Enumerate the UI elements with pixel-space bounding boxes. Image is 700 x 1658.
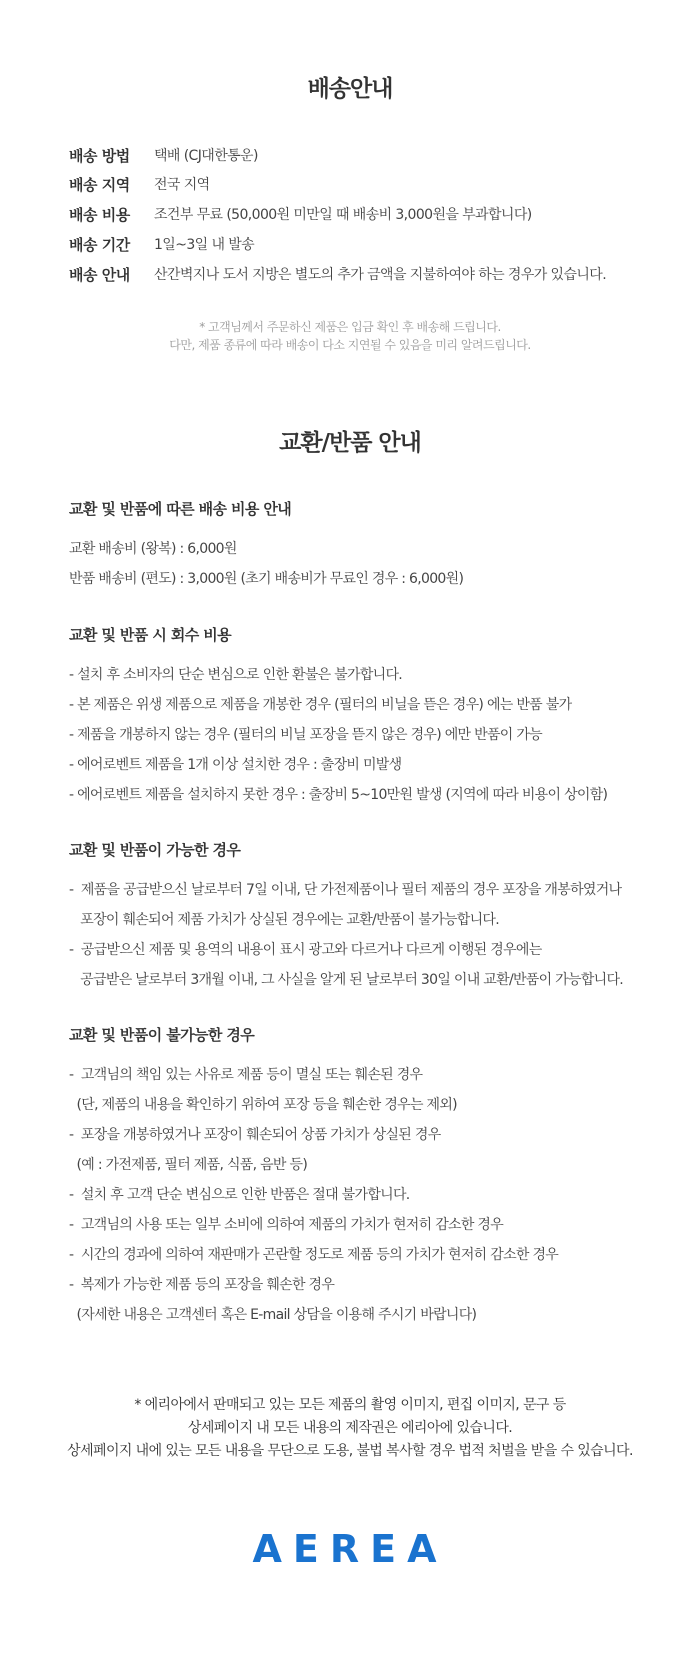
shipping-note: 다만, 제품 종류에 따라 배송이 다소 지연될 수 있음을 미리 알려드립니다. — [169, 338, 531, 352]
recovery-line: - 에어로벤트 제품을 1개 이상 설치한 경우 : 출장비 미발생 — [69, 757, 402, 773]
shipping-row-cost — [69, 203, 532, 225]
shipping-value: 1일~3일 내 발송 — [154, 237, 255, 253]
impossible-heading: 교환 및 반품이 불가능한 경우 — [69, 1026, 255, 1044]
possible-heading: 교환 및 반품이 가능한 경우 — [69, 841, 241, 859]
cost-line: 반품 배송비 (편도) : 3,000원 (초기 배송비가 무료인 경우 : 6,000원) — [69, 571, 464, 587]
recovery-line: - 본 제품은 위생 제품으로 제품을 개봉한 경우 (필터의 비닐을 뜯은 경우) 에는 반품 불가 — [69, 697, 572, 713]
cost-heading: 교환 및 반품에 따른 배송 비용 안내 — [69, 500, 292, 518]
impossible-line: - 고객님의 책임 있는 사유로 제품 등이 멸실 또는 훼손된 경우 — [69, 1067, 423, 1083]
impossible-line: - 설치 후 고객 단순 변심으로 인한 반품은 절대 불가합니다. — [69, 1187, 410, 1203]
shipping-title: 배송안내 — [307, 76, 393, 102]
aerea-logo: AEREA — [252, 1527, 448, 1571]
recovery-line: - 설치 후 소비자의 단순 변심으로 인한 환불은 불가합니다. — [69, 667, 403, 683]
impossible-line: (자세한 내용은 고객센터 혹은 E-mail 상담을 이용해 주시기 바랍니다) — [69, 1307, 477, 1323]
impossible-line: - 포장을 개봉하였거나 포장이 훼손되어 상품 가치가 상실된 경우 — [69, 1127, 441, 1143]
returns-title: 교환/반품 안내 — [279, 430, 421, 456]
shipping-label: 배송 방법 — [69, 146, 130, 165]
possible-line: - 제품을 공급받으신 날로부터 7일 이내, 단 가전제품이나 필터 제품의 경우 포장을 개봉하였거나 — [69, 882, 622, 898]
impossible-line: (예 : 가전제품, 필터 제품, 식품, 음반 등) — [69, 1157, 308, 1173]
recovery-line: - 제품을 개봉하지 않는 경우 (필터의 비닐 포장을 뜯지 않은 경우) 에만 반품이 가능 — [69, 727, 542, 743]
copyright-line: 상세페이지 내에 있는 모든 내용을 무단으로 도용, 불법 복사할 경우 법적 처벌을 받을 수 있습니다. — [67, 1443, 633, 1459]
shipping-label: 배송 지역 — [69, 175, 130, 194]
cost-line: 교환 배송비 (왕복) : 6,000원 — [69, 541, 237, 557]
shipping-value: 산간벽지나 도서 지방은 별도의 추가 금액을 지불하여야 하는 경우가 있습니다. — [154, 267, 607, 283]
possible-line: 포장이 훼손되어 제품 가치가 상실된 경우에는 교환/반품이 불가능합니다. — [69, 912, 499, 928]
shipping-label: 배송 비용 — [69, 205, 130, 224]
recovery-heading: 교환 및 반품 시 회수 비용 — [69, 626, 232, 644]
shipping-row-region — [69, 173, 210, 195]
impossible-line: - 복제가 가능한 제품 등의 포장을 훼손한 경우 — [69, 1277, 335, 1293]
possible-line: - 공급받으신 제품 및 용역의 내용이 표시 광고와 다르거나 다르게 이행된 경우에는 — [69, 942, 542, 958]
shipping-value: 조건부 무료 (50,000원 미만일 때 배송비 3,000원을 부과합니다) — [154, 207, 532, 223]
shipping-row-method — [69, 144, 258, 166]
shipping-label: 배송 기간 — [69, 235, 130, 254]
impossible-line: - 고객님의 사용 또는 일부 소비에 의하여 제품의 가치가 현저히 감소한 경우 — [69, 1217, 504, 1233]
shipping-label: 배송 안내 — [69, 265, 130, 284]
impossible-line: - 시간의 경과에 의하여 재판매가 곤란할 정도로 제품 등의 가치가 현저히 감소한 경우 — [69, 1247, 559, 1263]
impossible-line: (단, 제품의 내용을 확인하기 위하여 포장 등을 훼손한 경우는 제외) — [69, 1097, 457, 1113]
shipping-row-period — [69, 233, 254, 255]
recovery-line: - 에어로벤트 제품을 설치하지 못한 경우 : 출장비 5~10만원 발생 (지역에 따라 비용이 상이함) — [69, 787, 608, 803]
copyright-line: * 에리아에서 판매되고 있는 모든 제품의 촬영 이미지, 편집 이미지, 문구 등 — [134, 1397, 566, 1413]
possible-line: 공급받은 날로부터 3개월 이내, 그 사실을 알게 된 날로부터 30일 이내 교환/반품이 가능합니다. — [69, 972, 624, 988]
shipping-value: 택배 (CJ대한통운) — [154, 148, 258, 164]
shipping-row-guide — [69, 263, 606, 285]
shipping-note: * 고객님께서 주문하신 제품은 입금 확인 후 배송해 드립니다. — [199, 320, 501, 334]
copyright-line: 상세페이지 내 모든 내용의 제작권은 에리아에 있습니다. — [187, 1420, 513, 1436]
shipping-value: 전국 지역 — [154, 177, 210, 193]
